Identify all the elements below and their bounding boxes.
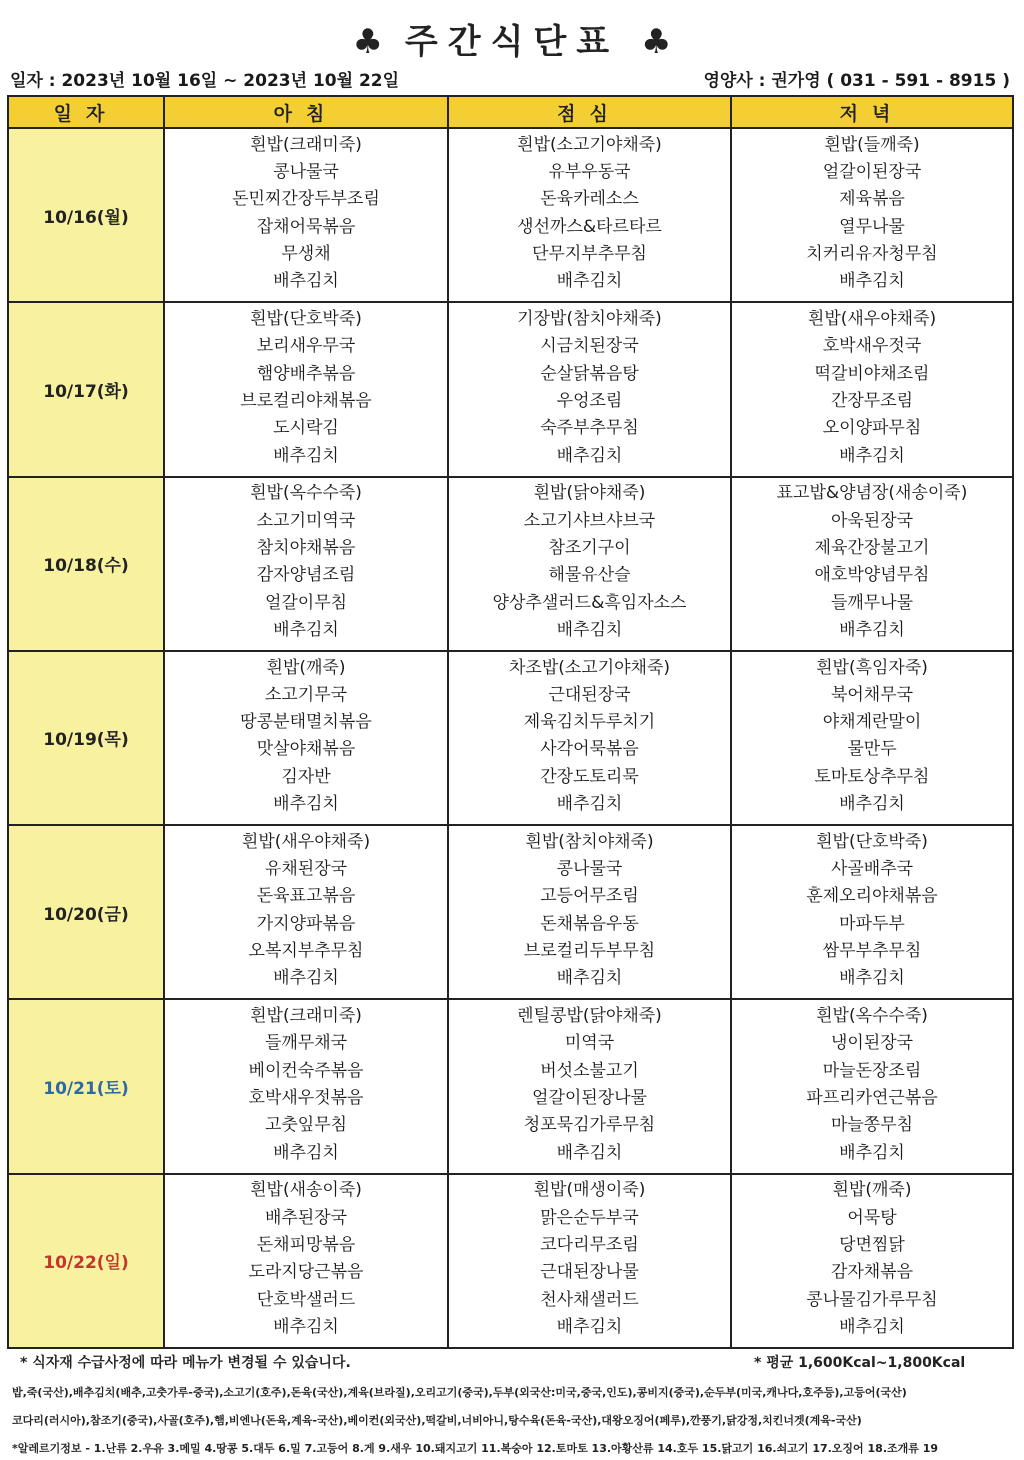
dish-item: 배추김치 bbox=[556, 445, 623, 466]
dish-item: 단호박샐러드 bbox=[256, 1289, 356, 1310]
dish-item: 오이양파무침 bbox=[822, 418, 922, 439]
breakfast-dish-list bbox=[165, 826, 447, 996]
dish-item: 돈민찌간장두부조림 bbox=[232, 189, 380, 210]
dish-item: 근대된장나물 bbox=[540, 1262, 639, 1283]
dish-item: 어묵탕 bbox=[847, 1207, 897, 1228]
dish-item: 배추김치 bbox=[273, 445, 339, 466]
dish-item: 생선까스&타르타르 bbox=[517, 216, 662, 237]
day-date: 10/19(목) bbox=[8, 651, 164, 825]
dish-item: 맑은순두부국 bbox=[540, 1207, 639, 1228]
breakfast-dish-list bbox=[165, 478, 447, 648]
dish-item: 흰밥(새우야채죽) bbox=[807, 308, 937, 329]
lunch-dish-list bbox=[449, 303, 730, 473]
lunch-cell bbox=[448, 651, 731, 825]
dinner-dish-list bbox=[732, 826, 1012, 996]
header-lunch: 점심 bbox=[448, 96, 731, 128]
dish-item: 렌틸콩밥(닭야채죽) bbox=[517, 1006, 662, 1027]
dish-item: 해물유산슬 bbox=[548, 565, 631, 586]
dish-item: 소고기무국 bbox=[264, 684, 348, 705]
dish-item: 돈육카레소스 bbox=[540, 189, 639, 210]
dinner-cell bbox=[731, 128, 1013, 302]
dish-item: 호박새우젓볶음 bbox=[248, 1088, 364, 1109]
dinner-dish-list bbox=[732, 1175, 1012, 1345]
dish-item: 천사채샐러드 bbox=[540, 1289, 639, 1310]
dish-item: 순살닭볶음탕 bbox=[540, 363, 639, 384]
day-date: 10/22(일) bbox=[8, 1174, 164, 1348]
table-row bbox=[8, 999, 1013, 1173]
dish-item: 파프리카연근볶음 bbox=[806, 1088, 938, 1109]
header-date: 일자 bbox=[8, 96, 164, 128]
breakfast-dish-list bbox=[165, 129, 447, 299]
allergy-info: *알레르기정보 - 1.난류 2.우유 3.메밀 4.땅콩 5.대두 6.밀 7.고등어 8.게 9.새우 10.돼지고기 11.복숭아 12.토마토 13.아황산류 14.호두 15.닭고기 16.쇠고기 17.오징어 18.조개류 19 bbox=[12, 1442, 939, 1455]
dish-item: 제육간장불고기 bbox=[814, 537, 930, 558]
dish-item: 콩나물국 bbox=[273, 161, 339, 182]
dish-item: 배추김치 bbox=[273, 271, 339, 292]
dinner-dish-list bbox=[732, 303, 1012, 473]
breakfast-cell bbox=[164, 1174, 448, 1348]
dish-item: 배추김치 bbox=[556, 968, 623, 989]
origin-info-2: 코다리(러시아),참조기(중국),사골(호주),햄,비엔나(돈육,계육-국산),베이컨(외국산),떡갈비,너비아니,탕수육(돈육-국산),대왕오징어(페루),깐풍기,닭강정,치킨너겟(계육-국산) bbox=[12, 1414, 862, 1427]
lunch-cell bbox=[448, 302, 731, 476]
breakfast-cell bbox=[164, 825, 448, 999]
dish-item: 배추김치 bbox=[273, 1142, 339, 1163]
dish-item: 배추김치 bbox=[839, 968, 905, 989]
dish-item: 배추김치 bbox=[839, 1142, 905, 1163]
dish-item: 배추김치 bbox=[273, 968, 339, 989]
dish-item: 호박새우젓국 bbox=[822, 336, 922, 357]
dish-item: 고등어무조림 bbox=[540, 886, 639, 907]
dish-item: 흰밥(흑임자죽) bbox=[816, 657, 928, 678]
day-date: 10/20(금) bbox=[8, 825, 164, 999]
dish-item: 감자채볶음 bbox=[830, 1262, 914, 1283]
dish-item: 참치야채볶음 bbox=[256, 537, 356, 558]
menu-body bbox=[8, 128, 1013, 1348]
dish-item: 흰밥(들깨죽) bbox=[824, 134, 920, 155]
dish-item: 돈육표고볶음 bbox=[256, 886, 356, 907]
dish-item: 잡채어묵볶음 bbox=[256, 216, 356, 237]
dish-item: 무생채 bbox=[281, 243, 331, 264]
table-row bbox=[8, 1174, 1013, 1348]
dish-item: 김자반 bbox=[281, 766, 331, 787]
dish-item: 도라지당근볶음 bbox=[248, 1262, 364, 1283]
dish-item: 흰밥(참치야채죽) bbox=[525, 831, 654, 852]
dish-item: 오복지부추무침 bbox=[248, 941, 364, 962]
dish-item: 아욱된장국 bbox=[830, 510, 914, 531]
dish-item: 흰밥(단호박죽) bbox=[250, 308, 362, 329]
dish-item: 청포묵김가루무침 bbox=[523, 1115, 656, 1136]
dish-item: 배추김치 bbox=[273, 1316, 339, 1337]
header-info bbox=[10, 66, 1010, 90]
dish-item: 돈채볶음우동 bbox=[540, 913, 639, 934]
breakfast-dish-list bbox=[165, 1175, 447, 1345]
dish-item: 땅콩분태멸치볶음 bbox=[240, 712, 372, 733]
dish-item: 제육볶음 bbox=[839, 189, 905, 210]
dish-item: 배추김치 bbox=[839, 794, 905, 815]
dish-item: 떡갈비야채조림 bbox=[814, 363, 930, 384]
dish-item: 간장무조림 bbox=[830, 390, 914, 411]
dish-item: 기장밥(참치야채죽) bbox=[517, 308, 662, 329]
dish-item: 흰밥(단호박죽) bbox=[816, 831, 928, 852]
dish-item: 사각어묵볶음 bbox=[540, 739, 639, 760]
dish-item: 도시락김 bbox=[273, 418, 339, 439]
dish-item: 마늘돈장조림 bbox=[822, 1060, 922, 1081]
dish-item: 소고기미역국 bbox=[256, 510, 356, 531]
lunch-dish-list bbox=[449, 478, 730, 648]
dish-item: 야채계란말이 bbox=[822, 712, 922, 733]
dish-item: 배추김치 bbox=[556, 794, 623, 815]
dish-item: 버섯소불고기 bbox=[540, 1060, 639, 1081]
dish-item: 소고기샤브샤브국 bbox=[523, 510, 656, 531]
dish-item: 흰밥(크래미죽) bbox=[250, 1006, 362, 1027]
dish-item: 흰밥(깨죽) bbox=[832, 1180, 912, 1201]
dish-item: 냉이된장국 bbox=[830, 1033, 914, 1054]
dish-item: 숙주부추무침 bbox=[540, 418, 639, 439]
dish-item: 보리새우무국 bbox=[256, 336, 356, 357]
dietitian-text: 영양사 : 권가영 ( 031 - 591 - 8915 ) bbox=[703, 71, 1010, 91]
lunch-dish-list bbox=[449, 1175, 730, 1345]
dish-item: 햄양배추볶음 bbox=[256, 363, 356, 384]
dish-item: 표고밥&양념장(새송이죽) bbox=[776, 483, 968, 504]
dish-item: 흰밥(크래미죽) bbox=[250, 134, 362, 155]
dish-item: 배추김치 bbox=[839, 619, 905, 640]
breakfast-dish-list bbox=[165, 1000, 447, 1170]
period-text: 일자 : 2023년 10월 16일 ~ 2023년 10월 22일 bbox=[10, 71, 400, 91]
day-date: 10/16(월) bbox=[8, 128, 164, 302]
dish-item: 들깨무나물 bbox=[830, 592, 914, 613]
dish-item: 배추김치 bbox=[839, 1316, 905, 1337]
lunch-cell bbox=[448, 825, 731, 999]
dish-item: 배추김치 bbox=[273, 619, 339, 640]
dish-item: 배추된장국 bbox=[264, 1207, 348, 1228]
dish-item: 얼갈이무침 bbox=[264, 592, 348, 613]
dish-item: 배추김치 bbox=[556, 619, 623, 640]
dish-item: 열무나물 bbox=[839, 216, 905, 237]
dish-item: 차조밥(소고기야채죽) bbox=[508, 657, 671, 678]
breakfast-cell bbox=[164, 651, 448, 825]
dish-item: 얼갈이된장나물 bbox=[532, 1088, 647, 1109]
day-date: 10/18(수) bbox=[8, 477, 164, 651]
dinner-dish-list bbox=[732, 652, 1012, 822]
dish-item: 근대된장국 bbox=[548, 684, 631, 705]
dish-item: 가지양파볶음 bbox=[256, 913, 356, 934]
dish-item: 흰밥(새우야채죽) bbox=[241, 831, 371, 852]
dish-item: 배추김치 bbox=[556, 1316, 623, 1337]
breakfast-cell bbox=[164, 999, 448, 1173]
dish-item: 흰밥(옥수수죽) bbox=[816, 1006, 928, 1027]
dish-item: 콩나물김가루무침 bbox=[806, 1289, 938, 1310]
dish-item: 마파두부 bbox=[839, 913, 905, 934]
lunch-dish-list bbox=[449, 129, 730, 299]
header-breakfast: 아침 bbox=[164, 96, 448, 128]
dish-item: 북어채무국 bbox=[830, 684, 914, 705]
dish-item: 맛살야채볶음 bbox=[256, 739, 356, 760]
dish-item: 배추김치 bbox=[839, 271, 905, 292]
dish-item: 참조기구이 bbox=[548, 537, 631, 558]
lunch-dish-list bbox=[449, 652, 730, 822]
dish-item: 치커리유자청무침 bbox=[806, 243, 938, 264]
lunch-cell bbox=[448, 477, 731, 651]
dish-item: 물만두 bbox=[847, 739, 897, 760]
dish-item: 훈제오리야채볶음 bbox=[806, 886, 938, 907]
change-notice: * 식자재 수급사정에 따라 메뉴가 변경될 수 있습니다. bbox=[20, 1355, 351, 1371]
dish-item: 유채된장국 bbox=[264, 859, 348, 880]
dinner-cell bbox=[731, 477, 1013, 651]
dish-item: 배추김치 bbox=[839, 445, 905, 466]
dish-item: 흰밥(소고기야채죽) bbox=[517, 134, 662, 155]
table-row bbox=[8, 128, 1013, 302]
dish-item: 간장도토리묵 bbox=[540, 766, 639, 787]
dish-item: 애호박양념무침 bbox=[814, 565, 930, 586]
breakfast-cell bbox=[164, 302, 448, 476]
dish-item: 미역국 bbox=[564, 1033, 615, 1054]
dish-item: 브로컬리야채볶음 bbox=[240, 390, 372, 411]
breakfast-cell bbox=[164, 477, 448, 651]
dish-item: 마늘쫑무침 bbox=[830, 1115, 914, 1136]
table-row bbox=[8, 825, 1013, 999]
lunch-cell bbox=[448, 1174, 731, 1348]
dish-item: 감자양념조림 bbox=[256, 565, 356, 586]
club-icon: ♣ bbox=[352, 22, 384, 62]
club-icon: ♣ bbox=[640, 22, 672, 62]
day-date: 10/17(화) bbox=[8, 302, 164, 476]
dish-item: 배추김치 bbox=[273, 794, 339, 815]
dish-item: 당면찜닭 bbox=[839, 1235, 905, 1255]
dish-item: 쌈무부추무침 bbox=[822, 941, 922, 962]
dinner-cell bbox=[731, 825, 1013, 999]
table-row bbox=[8, 477, 1013, 651]
dish-item: 제육김치두루치기 bbox=[523, 712, 656, 733]
breakfast-dish-list bbox=[165, 652, 447, 822]
dish-item: 들깨무채국 bbox=[264, 1033, 348, 1054]
dinner-cell bbox=[731, 651, 1013, 825]
dish-item: 코다리무조림 bbox=[540, 1235, 639, 1255]
origin-info-1: 밥,죽(국산),배추김치(배추,고춧가루-중국),소고기(호주),돈육(국산),계육(브라질),오리고기(중국),두부(외국산:미국,중국,인도),콩비지(중국),순두부(미국,캐나다,호주등),고등어(국산) bbox=[12, 1386, 907, 1399]
dinner-cell bbox=[731, 999, 1013, 1173]
dish-item: 흰밥(옥수수죽) bbox=[250, 483, 362, 504]
dish-item: 흰밥(새송이죽) bbox=[250, 1180, 362, 1201]
table-row bbox=[8, 651, 1013, 825]
dinner-dish-list bbox=[732, 129, 1012, 299]
dish-item: 얼갈이된장국 bbox=[822, 161, 922, 182]
dinner-dish-list bbox=[732, 1000, 1012, 1170]
lunch-dish-list bbox=[449, 1000, 730, 1170]
dinner-cell bbox=[731, 302, 1013, 476]
dinner-cell bbox=[731, 1174, 1013, 1348]
dish-item: 우엉조림 bbox=[556, 390, 623, 411]
header-dinner: 저녁 bbox=[731, 96, 1013, 128]
page-title-text: 주간식단표 bbox=[404, 22, 620, 62]
dish-item: 고춧잎무침 bbox=[264, 1115, 348, 1136]
dish-item: 콩나물국 bbox=[556, 859, 623, 880]
breakfast-cell bbox=[164, 128, 448, 302]
calorie-note: * 평균 1,600Kcal~1,800Kcal bbox=[754, 1355, 966, 1371]
weekly-menu-table bbox=[7, 95, 1014, 1349]
lunch-cell bbox=[448, 999, 731, 1173]
dish-item: 사골배추국 bbox=[830, 859, 914, 880]
dish-item: 단무지부추무침 bbox=[532, 243, 647, 264]
breakfast-dish-list bbox=[165, 303, 447, 473]
lunch-cell bbox=[448, 128, 731, 302]
table-row bbox=[8, 302, 1013, 476]
dish-item: 흰밥(매생이죽) bbox=[533, 1180, 646, 1201]
day-date: 10/21(토) bbox=[8, 999, 164, 1173]
dish-item: 돈채피망볶음 bbox=[256, 1235, 356, 1255]
dish-item: 베이컨숙주볶음 bbox=[248, 1060, 364, 1081]
dinner-dish-list bbox=[732, 478, 1012, 648]
table-header-row bbox=[8, 96, 1013, 128]
dish-item: 유부우동국 bbox=[548, 161, 631, 182]
dish-item: 양상추샐러드&흑임자소스 bbox=[492, 592, 687, 613]
dish-item: 흰밥(닭야채죽) bbox=[533, 483, 646, 504]
dish-item: 브로컬리두부무침 bbox=[523, 941, 656, 962]
dish-item: 배추김치 bbox=[556, 271, 623, 292]
dish-item: 흰밥(깨죽) bbox=[266, 657, 346, 678]
dish-item: 시금치된장국 bbox=[540, 336, 639, 357]
dish-item: 배추김치 bbox=[556, 1142, 623, 1163]
page-title bbox=[0, 14, 1024, 63]
dish-item: 토마토상추무침 bbox=[814, 766, 930, 787]
lunch-dish-list bbox=[449, 826, 730, 996]
